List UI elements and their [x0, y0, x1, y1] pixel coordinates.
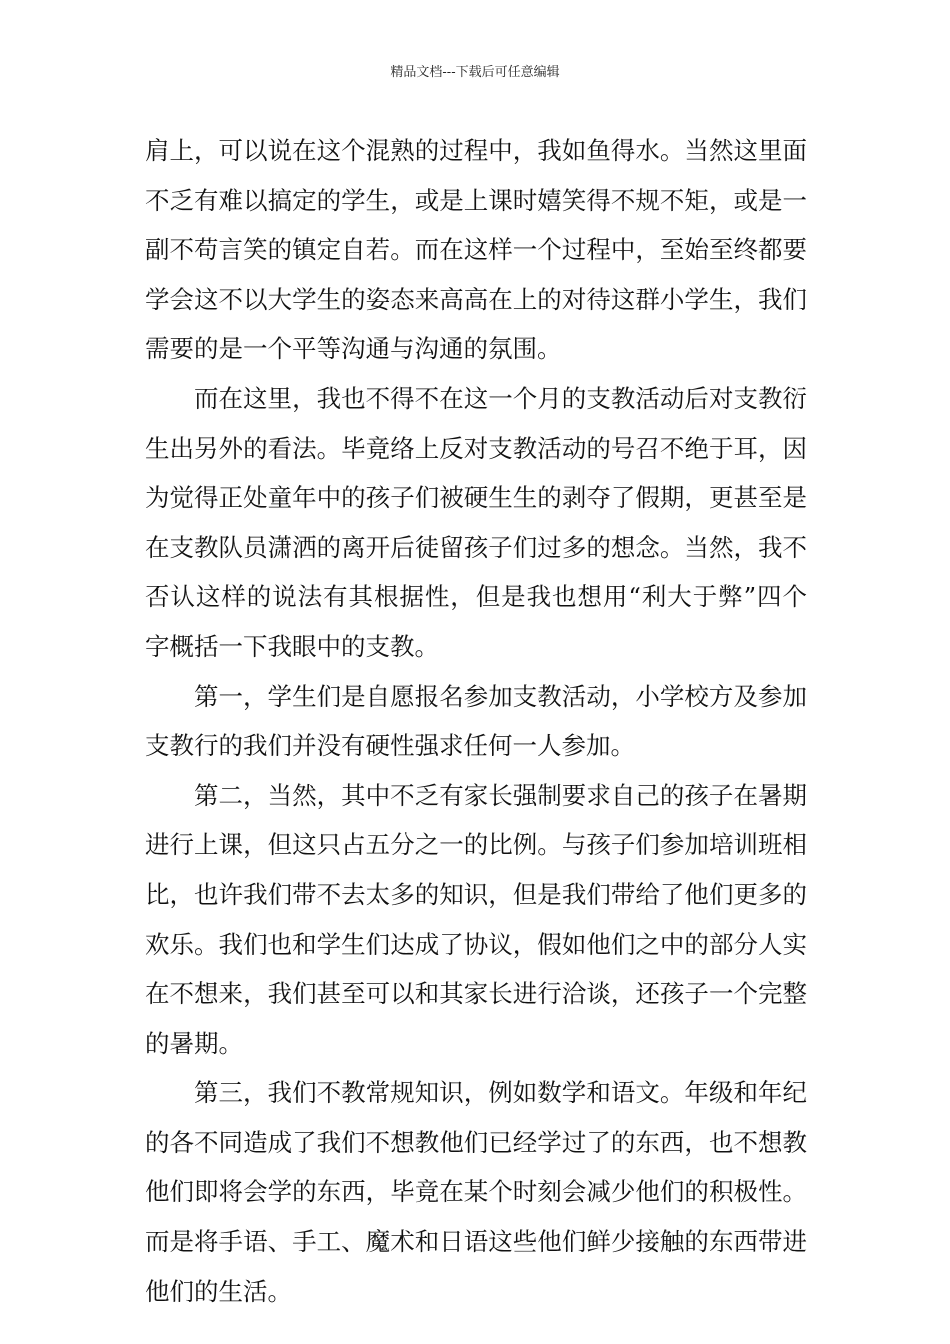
- page-header: 精品文档---下载后可任意编辑: [390, 65, 560, 80]
- paragraph-continuation: 肩上，可以说在这个混熟的过程中，我如鱼得水。当然这里面不乏有难以搞定的学生，或是上课时嬉笑得不规不矩，或是一副不苟言笑的镇定自若。而在这样一个过程中，至始至终都要学会这不以大学生的姿态来高高在上的对待这群小学生，我们需要的是一个平等沟通与沟通的氛围。: [145, 136, 807, 364]
- paragraph-point-two: 第二，当然，其中不乏有家长强制要求自己的孩子在暑期进行上课，但这只占五分之一的比例。与孩子们参加培训班相比，也许我们带不去太多的知识，但是我们带给了他们更多的欢乐。我们也和学生们达成了协议，假如他们之中的部分人实在不想来，我们甚至可以和其家长进行洽谈，还孩子一个完整的暑期。: [145, 780, 807, 1058]
- paragraph-point-one: 第一，学生们是自愿报名参加支教活动，小学校方及参加支教行的我们并没有硬性强求任何一人参加。: [145, 681, 807, 761]
- document-body: [145, 126, 807, 1316]
- paragraph-viewpoint: 而在这里，我也不得不在这一个月的支教活动后对支教衍生出另外的看法。毕竟络上反对支教活动的号召不绝于耳，因为觉得正处童年中的孩子们被硬生生的剥夺了假期，更甚至是在支教队员潇洒的离开后徒留孩子们过多的想念。当然，我不否认这样的说法有其根据性，但是我也想用“利大于弊”四个字概括一下我眼中的支教。: [145, 383, 807, 661]
- paragraph-point-three: 第三，我们不教常规知识，例如数学和语文。年级和年纪的各不同造成了我们不想教他们已经学过了的东西，也不想教他们即将会学的东西，毕竟在某个时刻会减少他们的积极性。而是将手语、手工、魔术和日语这些他们鲜少接触的东西带进他们的生活。: [145, 1078, 807, 1306]
